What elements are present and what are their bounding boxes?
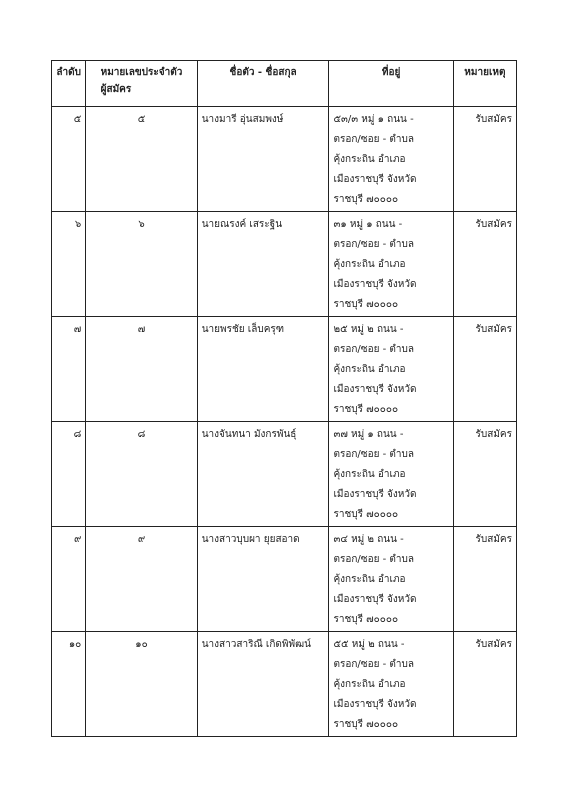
- cell-no: ๘: [52, 422, 86, 527]
- cell-name: นางสาวบุบผา ยุยสอาด: [197, 527, 329, 632]
- table-row: [52, 632, 517, 737]
- cell-applicant-id: ๙: [86, 527, 197, 632]
- cell-no: ๗: [52, 317, 86, 422]
- cell-address: ๓๑ หมู่ ๑ ถนน - ตรอก/ซอย - ตำบล คุ้งกระถิน อำเภอ เมืองราชบุรี จังหวัด ราชบุรี ๗๐๐๐๐: [329, 212, 453, 317]
- cell-remark: รับสมัคร: [453, 107, 516, 212]
- header-applicant-id-text: หมายเลขประจำตัว ผู้สมัคร: [100, 67, 183, 95]
- cell-address: ๕๓/๓ หมู่ ๑ ถนน - ตรอก/ซอย - ตำบล คุ้งกระถิน อำเภอ เมืองราชบุรี จังหวัด ราชบุรี ๗๐๐๐๐: [329, 107, 453, 212]
- table-row: [52, 422, 517, 527]
- table-header-row: [52, 61, 517, 107]
- cell-name: นางสาวสาริณี เกิดพิพัฒน์: [197, 632, 329, 737]
- cell-name: นายณรงค์ เสระฐิน: [197, 212, 329, 317]
- cell-no: ๑๐: [52, 632, 86, 737]
- cell-address: ๕๕ หมู่ ๒ ถนน - ตรอก/ซอย - ตำบล คุ้งกระถิน อำเภอ เมืองราชบุรี จังหวัด ราชบุรี ๗๐๐๐๐: [329, 632, 453, 737]
- cell-remark: รับสมัคร: [453, 317, 516, 422]
- header-address: ที่อยู่: [329, 61, 453, 107]
- cell-name: นางจันทนา มังกรพันธุ์: [197, 422, 329, 527]
- cell-no: ๕: [52, 107, 86, 212]
- cell-remark: รับสมัคร: [453, 422, 516, 527]
- cell-applicant-id: ๑๐: [86, 632, 197, 737]
- cell-address: ๓๗ หมู่ ๑ ถนน - ตรอก/ซอย - ตำบล คุ้งกระถิน อำเภอ เมืองราชบุรี จังหวัด ราชบุรี ๗๐๐๐๐: [329, 422, 453, 527]
- table-row: [52, 107, 517, 212]
- cell-address: ๒๕ หมู่ ๒ ถนน - ตรอก/ซอย - ตำบล คุ้งกระถิน อำเภอ เมืองราชบุรี จังหวัด ราชบุรี ๗๐๐๐๐: [329, 317, 453, 422]
- cell-applicant-id: ๘: [86, 422, 197, 527]
- cell-applicant-id: ๗: [86, 317, 197, 422]
- cell-no: ๖: [52, 212, 86, 317]
- cell-remark: รับสมัคร: [453, 632, 516, 737]
- table-row: [52, 527, 517, 632]
- table-row: [52, 212, 517, 317]
- cell-applicant-id: ๕: [86, 107, 197, 212]
- cell-no: ๙: [52, 527, 86, 632]
- cell-address: ๓๔ หมู่ ๒ ถนน - ตรอก/ซอย - ตำบล คุ้งกระถิน อำเภอ เมืองราชบุรี จังหวัด ราชบุรี ๗๐๐๐๐: [329, 527, 453, 632]
- header-remark: หมายเหตุ: [453, 61, 516, 107]
- cell-remark: รับสมัคร: [453, 527, 516, 632]
- table-row: [52, 317, 517, 422]
- cell-remark: รับสมัคร: [453, 212, 516, 317]
- header-no: ลำดับ: [52, 61, 86, 107]
- cell-applicant-id: ๖: [86, 212, 197, 317]
- header-name: ชื่อตัว - ชื่อสกุล: [197, 61, 329, 107]
- cell-name: นางมารี อุ่นสมพงษ์: [197, 107, 329, 212]
- header-applicant-id: [86, 61, 197, 107]
- cell-name: นายพรชัย เล็บครุฑ: [197, 317, 329, 422]
- applicant-table: [51, 60, 517, 737]
